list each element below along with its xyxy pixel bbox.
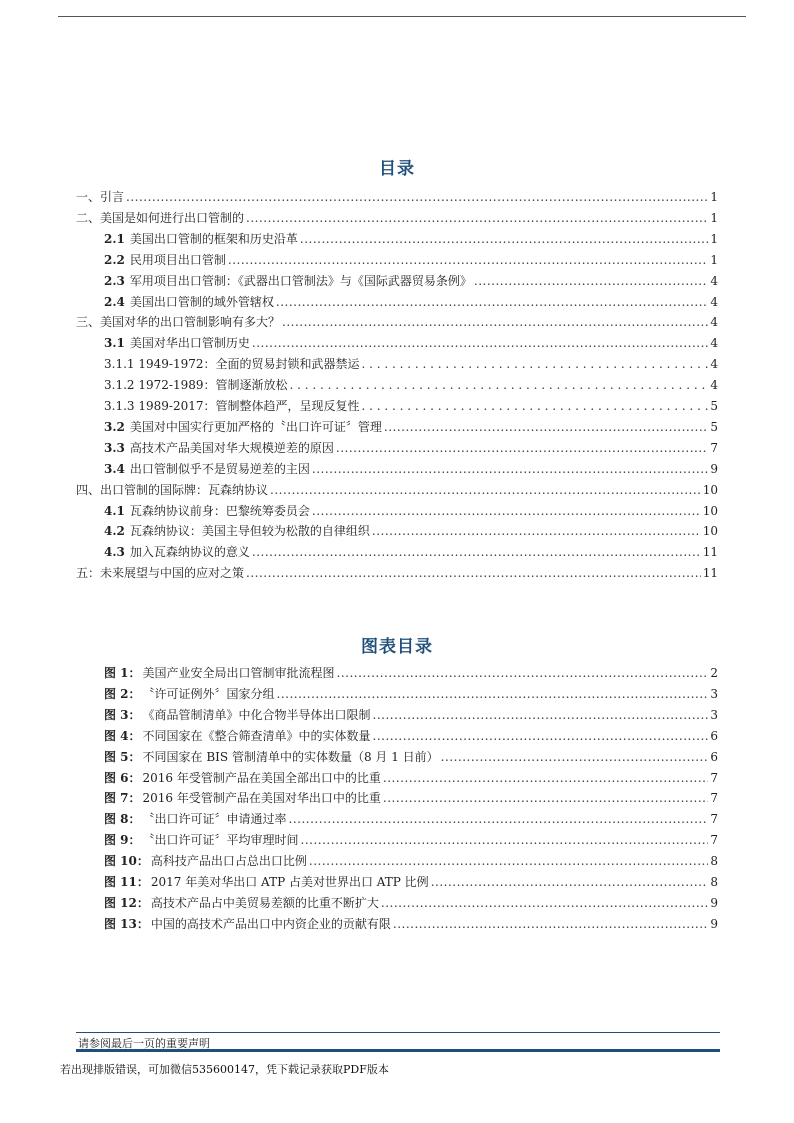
toc-entry-page: 4 — [710, 294, 718, 309]
toc-entry-title: 民用项目出口管制 — [129, 252, 226, 267]
toc-leader-dots — [246, 211, 708, 226]
figure-entry-title: 2016 年受管制产品在美国全部出口中的比重 — [142, 770, 381, 785]
toc-entry-page: 10 — [702, 503, 718, 518]
toc-entry-number: 2.1 — [104, 231, 125, 246]
figure-entry-number: 图 1： — [104, 666, 141, 680]
toc-leader-dots — [252, 336, 708, 351]
toc-entry[interactable] — [104, 232, 718, 247]
toc-leader-dots — [289, 378, 708, 393]
toc-entry-page: 7 — [710, 440, 718, 455]
figure-entry-title: 中国的高技术产品出口中内资企业的贡献有限 — [150, 916, 391, 931]
toc-leader-dots — [282, 315, 708, 330]
toc-entry-page: 1 — [710, 231, 718, 246]
toc-leader-dots — [228, 253, 708, 268]
figure-entry-page: 7 — [710, 812, 718, 827]
toc-entry-title: 出口管制的国际牌：瓦森纳协议 — [100, 482, 269, 497]
toc-entry[interactable] — [76, 211, 718, 226]
figure-entry[interactable] — [104, 771, 718, 786]
toc-entry-page: 4 — [710, 315, 718, 330]
figure-entry-number: 图 2： — [104, 686, 141, 701]
toc-entry-page: 11 — [702, 545, 718, 560]
figure-leader-dots — [337, 666, 709, 681]
toc-entry-page: 1 — [710, 252, 718, 267]
disclaimer-note: 请参阅最后一页的重要声明 — [78, 1037, 210, 1050]
toc-entry-title: 3.1.2 1972-1989：管制逐渐放松 — [104, 378, 288, 393]
figure-entry-number: 图 5： — [104, 749, 141, 764]
toc-leader-dots — [336, 441, 708, 456]
toc-leader-dots — [270, 483, 701, 498]
figure-entry-title: 不同国家在《整合筛查清单》中的实体数量 — [142, 728, 371, 743]
figure-leader-dots — [383, 771, 708, 786]
footer-thick-rule — [76, 1049, 720, 1052]
figure-entry-page: 2 — [710, 666, 718, 680]
toc-leader-dots — [361, 357, 708, 372]
toc-entry-title: 3.1.3 1989-2017：管制整体趋严，呈现反复性 — [104, 399, 360, 413]
figure-entry-number: 图 7： — [104, 791, 141, 806]
figure-leader-dots — [373, 729, 709, 744]
toc-leader-dots — [384, 420, 708, 435]
toc-entry-title: 加入瓦森纳协议的意义 — [129, 545, 250, 560]
toc-entry-page: 10 — [702, 524, 718, 539]
figure-entry-page: 6 — [710, 749, 718, 764]
toc-entry-title: 出口管制似乎不是贸易逆差的主因 — [129, 461, 310, 476]
toc-entry-title: 未来展望与中国的应对之策 — [100, 566, 245, 581]
toc-entry-page: 9 — [710, 461, 718, 476]
watermark-note: 若出现排版错误，可加微信535600147，凭下载记录获取PDF版本 — [60, 1063, 389, 1076]
toc-entry-title: 美国对华的出口管制影响有多大？ — [100, 315, 281, 330]
figure-entry[interactable] — [104, 666, 718, 681]
figure-leader-dots — [441, 750, 709, 765]
toc-entry-prefix: 四、 — [76, 482, 101, 497]
toc-entry-title: 瓦森纳协议前身：巴黎统筹委员会 — [129, 503, 310, 518]
figure-entry-page: 7 — [710, 770, 718, 785]
toc-entry-prefix: 三、 — [76, 315, 101, 330]
figure-leader-dots — [277, 687, 709, 702]
toc-entry-number: 2.4 — [104, 294, 125, 309]
toc-leader-dots — [252, 545, 701, 560]
figure-entry-number: 图 12： — [104, 895, 149, 910]
toc-entry-number: 4.1 — [104, 503, 125, 518]
toc-leader-dots — [361, 399, 708, 414]
toc-entry-page: 4 — [710, 273, 718, 288]
figure-entry-page: 9 — [710, 916, 718, 931]
toc-entry-title: 美国对中国实行更加严格的〝出口许可证〞管理 — [129, 419, 382, 434]
figure-entry[interactable] — [104, 833, 718, 848]
toc-entry-title: 美国出口管制的框架和历史沿革 — [129, 231, 298, 246]
toc-entry-number: 3.3 — [104, 440, 125, 455]
figure-entry-number: 图 9： — [104, 833, 141, 848]
figure-entry-page: 3 — [710, 707, 718, 722]
figure-leader-dots — [309, 854, 708, 869]
toc-entry[interactable] — [104, 441, 718, 456]
toc-entry-page: 5 — [710, 419, 718, 434]
figure-leader-dots — [289, 812, 709, 827]
toc-entry-page: 4 — [710, 357, 718, 372]
figure-entry-title: 美国产业安全局出口管制审批流程图 — [142, 666, 335, 680]
figure-entry[interactable] — [104, 854, 718, 869]
toc-entry-prefix: 一、 — [76, 190, 101, 204]
toc-entry-title: 瓦森纳协议：美国主导但较为松散的自律组织 — [129, 524, 370, 539]
figure-entry-number: 图 4： — [104, 728, 141, 743]
figure-entry-title: 〝出口许可证〞平均审理时间 — [142, 833, 299, 848]
toc-entry-page: 1 — [710, 210, 718, 225]
toc-entry-title: 美国出口管制的域外管辖权 — [129, 294, 274, 309]
figure-entry-page: 6 — [710, 728, 718, 743]
figure-entry-title: 高科技产品出口占总出口比例 — [150, 854, 307, 869]
toc-entry-title: 军用项目出口管制：《武器出口管制法》与《国际武器贸易条例》 — [129, 273, 472, 288]
toc-leader-dots — [126, 190, 708, 205]
figure-entry-number: 图 13： — [104, 916, 149, 931]
toc-entry-page: 4 — [710, 378, 718, 393]
toc-entry-page: 1 — [710, 190, 718, 204]
figure-entry[interactable] — [104, 729, 718, 744]
toc-entry[interactable] — [104, 420, 718, 435]
toc-entry[interactable] — [76, 483, 718, 498]
figure-entry[interactable] — [104, 708, 718, 723]
figure-entry-title: 2016 年受管制产品在美国对华出口中的比重 — [142, 791, 381, 806]
figure-entry-number: 图 6： — [104, 770, 141, 785]
toc-entry[interactable] — [104, 378, 718, 393]
figure-leader-dots — [383, 791, 708, 806]
toc-leader-dots — [246, 566, 701, 581]
toc-leader-dots — [474, 274, 708, 289]
toc-entry[interactable] — [104, 253, 718, 268]
figure-entry-page: 3 — [710, 686, 718, 701]
toc-entry-number: 4.2 — [104, 524, 125, 539]
figure-entry-number: 图 10： — [104, 854, 149, 869]
toc-entry[interactable] — [104, 295, 718, 310]
figure-entry-number: 图 3： — [104, 707, 141, 722]
figure-entry[interactable] — [104, 917, 718, 932]
figure-entry-title: 不同国家在 BIS 管制清单中的实体数量（8 月 1 日前） — [142, 749, 439, 764]
toc-entry[interactable] — [104, 524, 718, 539]
toc-leader-dots — [312, 504, 701, 519]
figure-entry-title: 高技术产品占中美贸易差额的比重不断扩大 — [150, 895, 379, 910]
toc-entry[interactable] — [104, 357, 718, 372]
figure-entry-page: 7 — [710, 833, 718, 848]
toc-entry[interactable] — [104, 545, 718, 560]
figure-entry-title: 2017 年美对华出口 ATP 占美对世界出口 ATP 比例 — [150, 875, 429, 889]
figure-entry[interactable] — [104, 875, 718, 890]
figure-leader-dots — [373, 708, 709, 723]
toc-entry[interactable] — [104, 462, 718, 477]
toc-leader-dots — [276, 295, 708, 310]
figure-entry[interactable] — [104, 750, 718, 765]
figure-leader-dots — [393, 917, 708, 932]
toc-entry-title: 美国是如何进行出口管制的 — [100, 210, 245, 225]
toc-entry-title: 引言 — [100, 190, 125, 204]
toc-leader-dots — [300, 232, 708, 247]
toc-entry[interactable] — [104, 399, 718, 414]
toc-entry[interactable] — [76, 190, 718, 205]
figure-entry-page: 8 — [710, 854, 718, 869]
figure-entry-page: 8 — [710, 875, 718, 889]
toc-leader-dots — [312, 462, 708, 477]
toc-entry-title: 高技术产品美国对华大规模逆差的原因 — [129, 440, 334, 455]
figure-leader-dots — [301, 833, 709, 848]
toc-entry-page: 5 — [710, 399, 718, 413]
toc-heading: 目录 — [379, 159, 415, 179]
figure-entry-title: 〝出口许可证〞申请通过率 — [142, 812, 287, 827]
toc-entry-number: 3.4 — [104, 461, 125, 476]
toc-entry-number: 3.2 — [104, 419, 125, 434]
figure-leader-dots — [381, 896, 708, 911]
toc-entry[interactable] — [104, 504, 718, 519]
figure-entry[interactable] — [104, 687, 718, 702]
figure-list-heading: 图表目录 — [361, 637, 433, 657]
figure-entry-page: 9 — [710, 895, 718, 910]
toc-entry[interactable] — [76, 315, 718, 330]
toc-entry-number: 2.3 — [104, 273, 125, 288]
toc-entry[interactable] — [104, 336, 718, 351]
toc-entry-number: 3.1 — [104, 336, 125, 351]
figure-entry-page: 7 — [710, 791, 718, 806]
figure-entry-number: 图 8： — [104, 812, 141, 827]
figure-entry-number: 图 11： — [104, 875, 149, 889]
toc-entry[interactable] — [104, 274, 718, 289]
toc-entry-number: 2.2 — [104, 252, 125, 267]
figure-leader-dots — [431, 875, 709, 890]
toc-entry-title: 美国对华出口管制历史 — [129, 336, 250, 351]
figure-entry[interactable] — [104, 896, 718, 911]
figure-entry-title: 〝许可证例外〞国家分组 — [142, 686, 275, 701]
toc-entry-prefix: 五： — [76, 566, 101, 581]
figure-entry[interactable] — [104, 791, 718, 806]
toc-entry-page: 10 — [702, 482, 718, 497]
toc-entry-title: 3.1.1 1949-1972：全面的贸易封锁和武器禁运 — [104, 357, 360, 372]
toc-entry-page: 11 — [702, 566, 718, 581]
toc-entry-page: 4 — [710, 336, 718, 351]
toc-leader-dots — [372, 524, 701, 539]
figure-entry[interactable] — [104, 812, 718, 827]
toc-entry-prefix: 二、 — [76, 210, 101, 225]
toc-entry-number: 4.3 — [104, 545, 125, 560]
figure-entry-title: 《商品管制清单》中化合物半导体出口限制 — [142, 707, 371, 722]
toc-entry[interactable] — [76, 566, 718, 581]
footer-rule — [76, 1032, 720, 1033]
